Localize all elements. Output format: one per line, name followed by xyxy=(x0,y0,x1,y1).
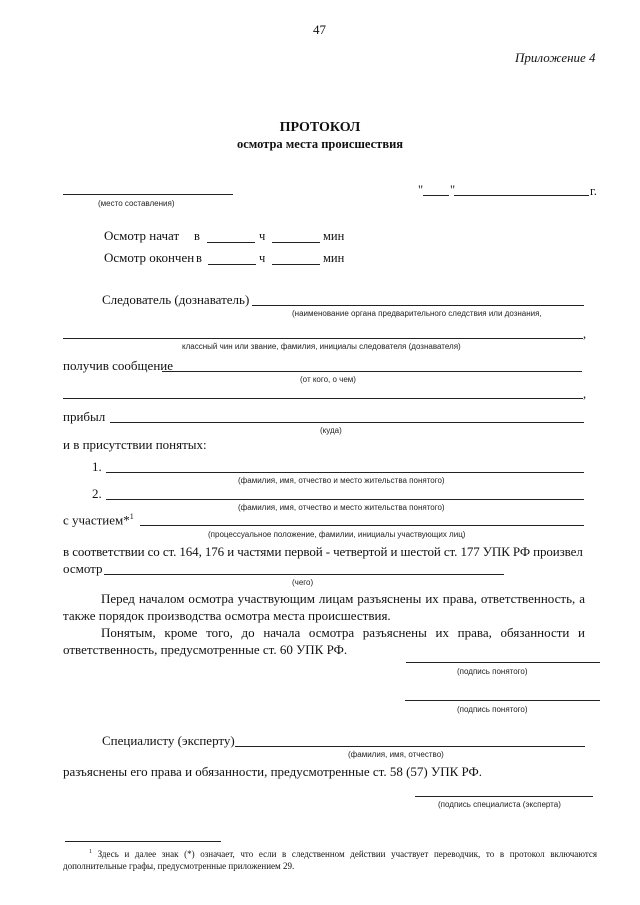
specialist-label: Специалисту (эксперту) xyxy=(102,733,235,748)
witness-1-number: 1. xyxy=(92,459,102,474)
footnote-mark: 1 xyxy=(89,849,92,855)
witness-2-field[interactable] xyxy=(106,499,584,500)
specialist-name-field[interactable] xyxy=(235,746,585,747)
footnote-separator xyxy=(65,841,221,842)
date-month-year-field[interactable] xyxy=(454,195,589,196)
witnesses-intro: и в присутствии понятых: xyxy=(63,437,207,452)
inspected-caption: (чего) xyxy=(292,578,314,587)
legal-basis-text: в соответствии со ст. 164, 176 и частями первой - четвертой и шестой ст. 177 УПК РФ произвел xyxy=(63,544,583,559)
footnote xyxy=(63,846,597,872)
arrived-field[interactable] xyxy=(110,422,584,423)
inspection-started-label: Осмотр начат xyxy=(104,228,180,243)
message-field-2[interactable] xyxy=(63,398,583,399)
end-hours-label: ч xyxy=(259,251,266,265)
participants-label: с участием*$^1$ xyxy=(63,512,134,528)
footnote-text: Здесь и далее знак (*) означает, что если в следственном действии участвует переводчик, то в протокол включаются дополнительные графы, предусмотренные приложением 29. xyxy=(63,849,597,871)
date-day-field[interactable] xyxy=(423,195,449,196)
specialist-signature-caption: (подпись специалиста (эксперта) xyxy=(438,800,561,809)
message-field-1[interactable] xyxy=(162,371,582,372)
start-hours-field[interactable] xyxy=(207,242,255,243)
participants-caption: (процессуальное положение, фамилии, инициалы участвующих лиц) xyxy=(208,530,466,539)
investigator-caption-1: (наименование органа предварительного следствия или дознания, xyxy=(292,309,542,318)
inspected-label: осмотр xyxy=(63,561,103,576)
date-quote-close: " xyxy=(450,183,456,197)
specialist-rights-text: разъяснены его права и обязанности, предусмотренные ст. 58 (57) УПК РФ. xyxy=(63,764,483,779)
message-caption: (от кого, о чем) xyxy=(300,375,356,384)
end-minutes-label: мин xyxy=(323,251,345,265)
specialist-signature-field[interactable] xyxy=(415,796,593,797)
witness-1-signature-caption: (подпись понятого) xyxy=(457,667,528,676)
document-title: ПРОТОКОЛ xyxy=(279,120,361,135)
witness-1-field[interactable] xyxy=(106,472,584,473)
date-suffix: г. xyxy=(590,184,597,198)
document-subtitle: осмотра места происшествия xyxy=(236,137,404,151)
start-minutes-label: мин xyxy=(323,229,345,243)
inspection-ended-in: в xyxy=(196,251,202,265)
witnesses-rights-paragraph: Понятым, кроме того, до начала осмотра разъяснены их права, обязанности и ответственность, предусмотренные ст. 60 УПК РФ. xyxy=(63,625,585,657)
investigator-field-1[interactable] xyxy=(252,305,584,306)
witness-2-number: 2. xyxy=(92,486,102,501)
rights-explained-paragraph: Перед началом осмотра участвующим лицам разъяснены их права, ответственность, а также порядок производства осмотра места происшествия. xyxy=(63,591,585,623)
witness-1-caption: (фамилия, имя, отчество и место жительства понятого) xyxy=(238,476,445,485)
inspection-started-in: в xyxy=(194,229,200,243)
place-caption: (место составления) xyxy=(98,199,175,208)
witness-1-signature-field[interactable] xyxy=(406,662,600,663)
investigator-comma: , xyxy=(583,327,587,341)
date-quote-open: " xyxy=(418,183,424,197)
arrived-label: прибыл xyxy=(63,409,106,424)
message-comma: , xyxy=(583,387,587,401)
witness-2-caption: (фамилия, имя, отчество и место жительства понятого) xyxy=(238,503,445,512)
participants-field[interactable] xyxy=(140,525,584,526)
place-field[interactable] xyxy=(63,194,233,195)
investigator-field-2[interactable] xyxy=(63,338,583,339)
footnote-ref[interactable]: 1 xyxy=(129,512,134,521)
witness-2-signature-field[interactable] xyxy=(405,700,600,701)
end-hours-field[interactable] xyxy=(208,264,256,265)
investigator-label: Следователь (дознаватель) xyxy=(102,292,250,307)
end-minutes-field[interactable] xyxy=(272,264,320,265)
start-minutes-field[interactable] xyxy=(272,242,320,243)
inspected-object-field[interactable] xyxy=(104,574,504,575)
page-number: 47 xyxy=(313,22,326,37)
start-hours-label: ч xyxy=(259,229,266,243)
message-label: получив сообщение xyxy=(63,358,174,373)
appendix-label: Приложение 4 xyxy=(515,50,596,65)
inspection-ended-label: Осмотр окончен xyxy=(104,250,195,265)
specialist-caption: (фамилия, имя, отчество) xyxy=(348,750,444,759)
arrived-caption: (куда) xyxy=(320,426,342,435)
witness-2-signature-caption: (подпись понятого) xyxy=(457,705,528,714)
investigator-caption-2: классный чин или звание, фамилия, инициалы следователя (дознавателя) xyxy=(182,342,461,351)
